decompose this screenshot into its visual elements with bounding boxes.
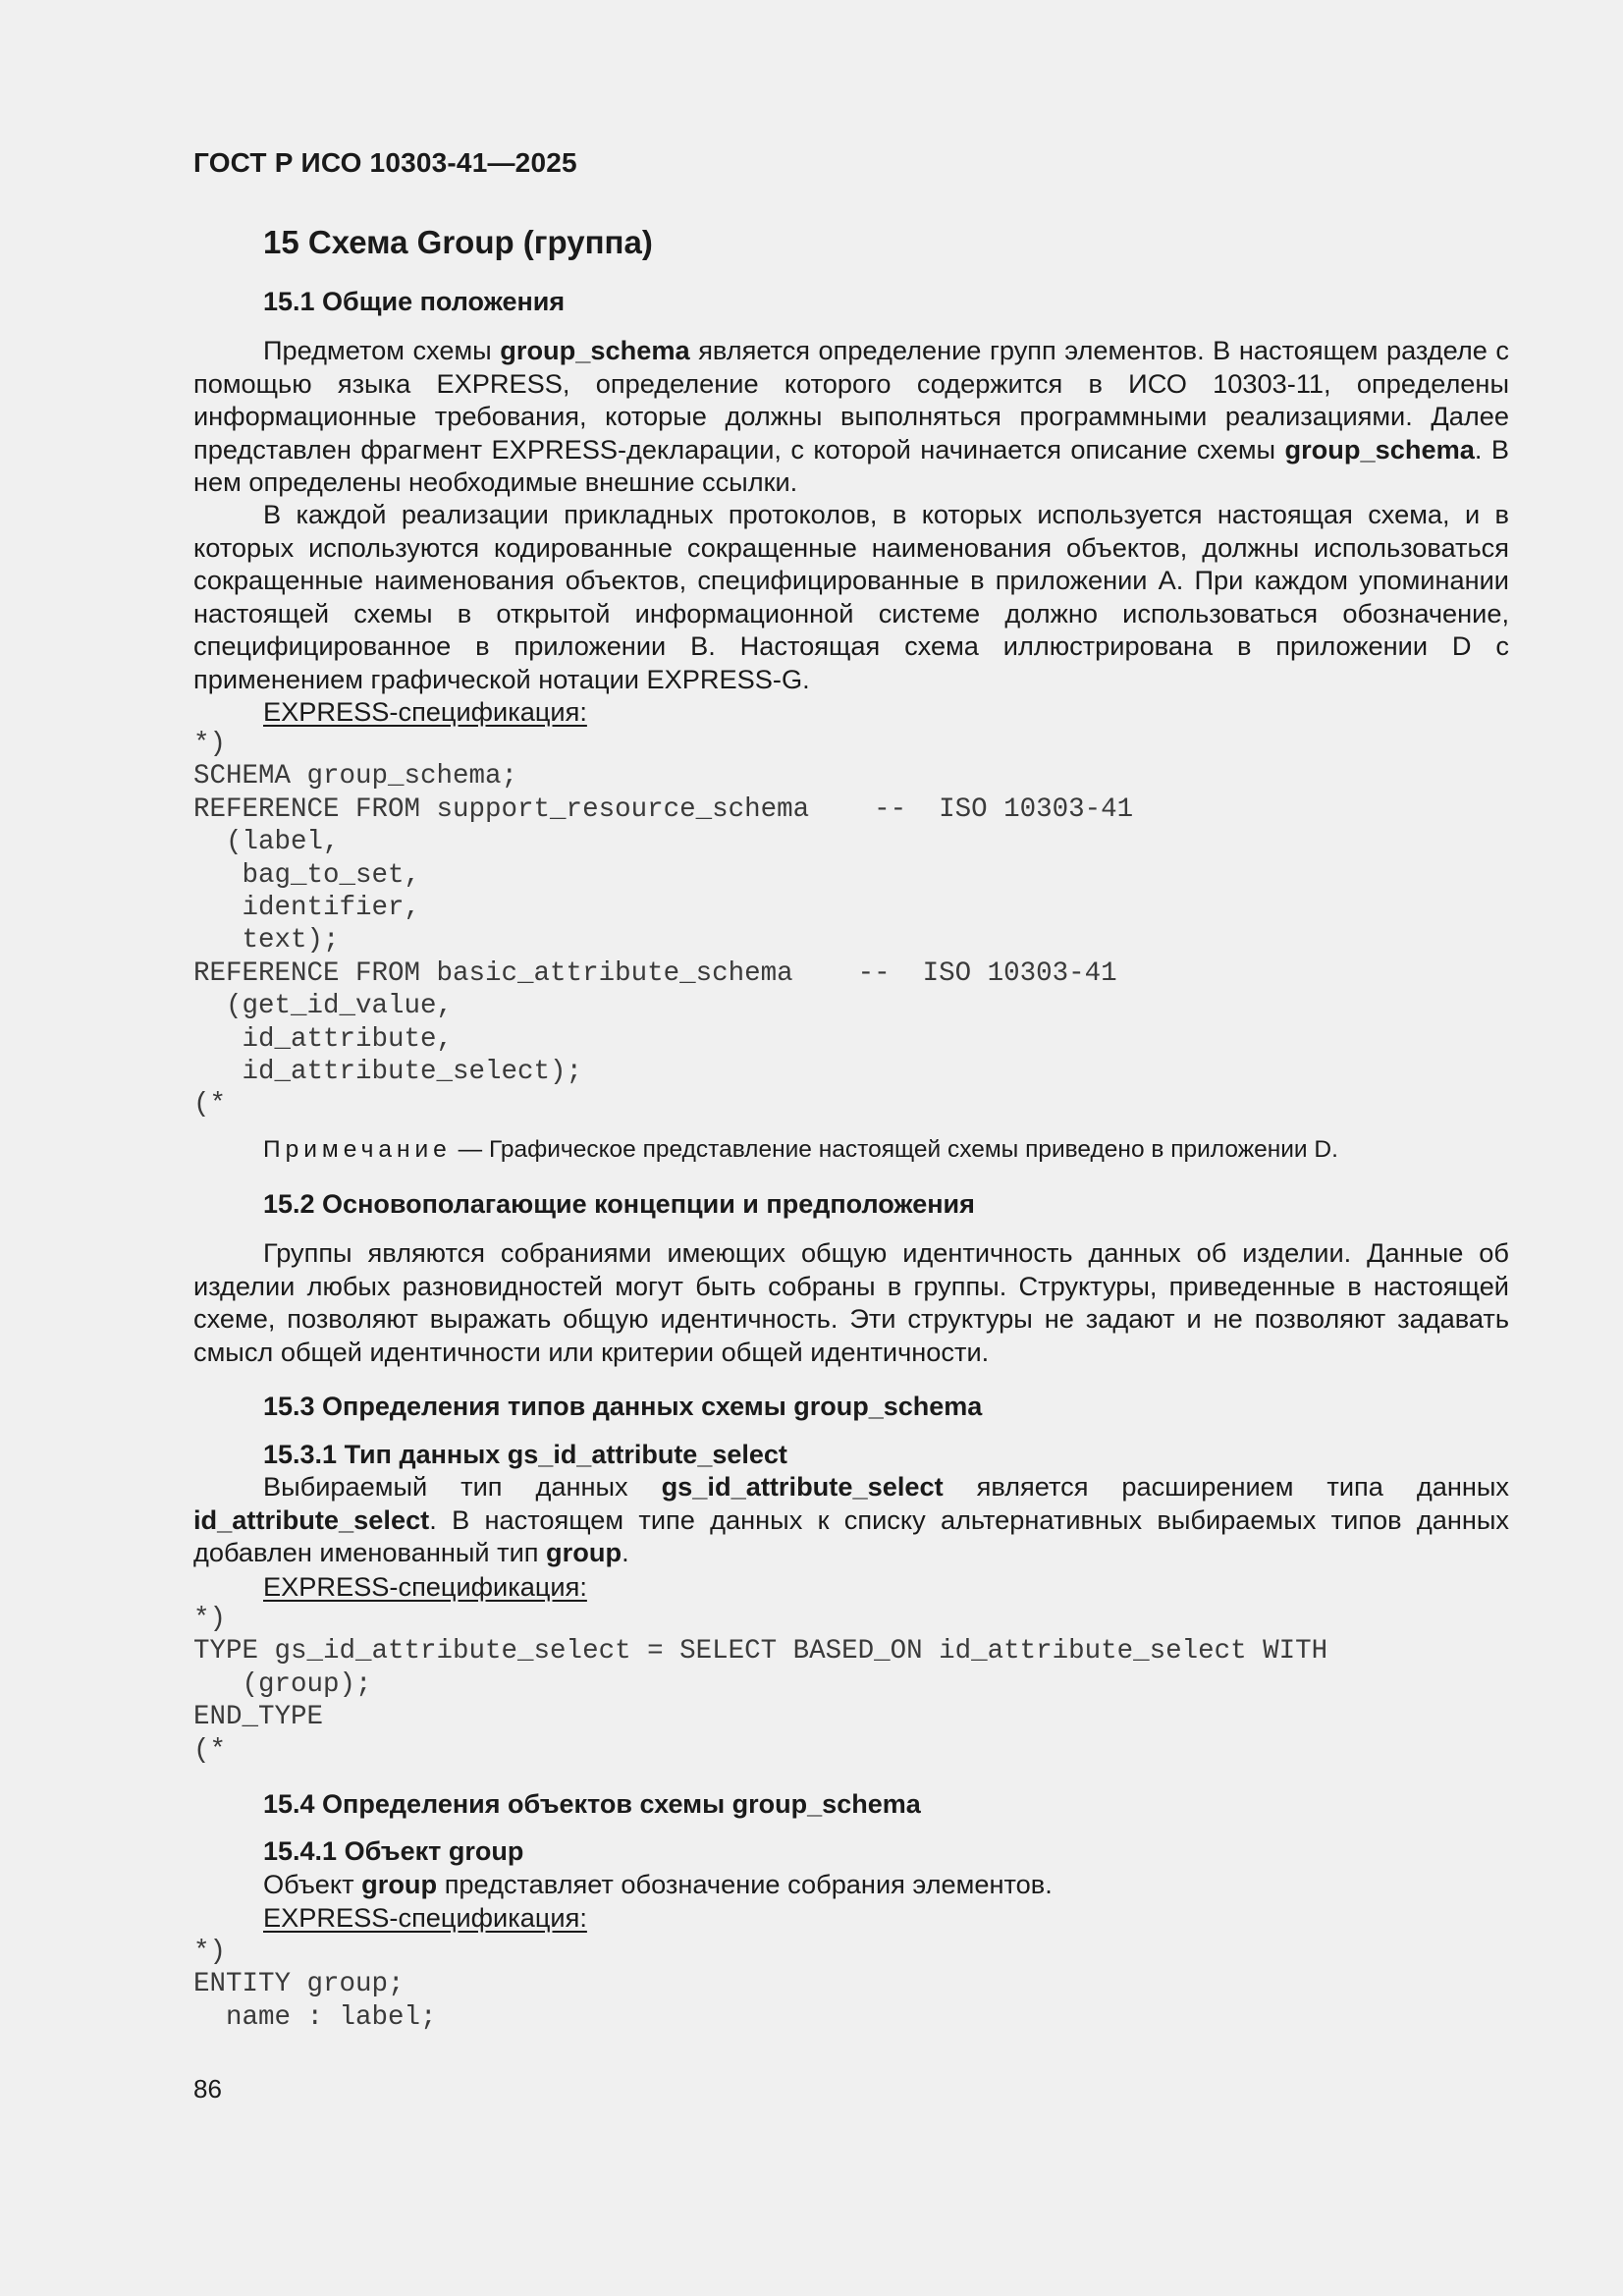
express-code-block-type: *) TYPE gs_id_attribute_select = SELECT BASED_ON id_attribute_select WITH (group); END_TYPE (* <box>193 1604 1328 1766</box>
paragraph-15-1-implementation: В каждой реализации прикладных протоколов, в которых используется настоящая схема, и в которых используются кодированные сокращенные наименования объектов, должны использоваться сокращенные наименования объектов, специфицированные в приложении А. При каждом упоминании настоящей схемы в открытой информационной системе должно использоваться обозначение, специфицированное в приложении В. Настоящая схема иллюстрирована в приложении D с применением графической нотации EXPRESS-G. <box>193 499 1509 694</box>
subsection-title-15-4: 15.4 Определения объектов схемы group_schema <box>263 1789 921 1819</box>
note-text: Графическое представление настоящей схемы приведено в приложении D. <box>488 1136 1338 1163</box>
note: Примечание — Графическое представление настоящей схемы приведено в приложении D. <box>263 1136 1338 1163</box>
term-group: group <box>546 1537 622 1567</box>
term-gs-id-attribute-select: gs_id_attribute_select <box>661 1471 944 1502</box>
term-group: group <box>361 1869 438 1899</box>
express-spec-label: EXPRESS-спецификация: <box>263 1571 587 1602</box>
subsection-title-15-2: 15.2 Основополагающие концепции и предположения <box>263 1189 975 1219</box>
express-spec-label: EXPRESS-спецификация: <box>263 696 587 727</box>
subsection-title-15-3: 15.3 Определения типов данных схемы group_schema <box>263 1392 983 1421</box>
document-header: ГОСТ Р ИСО 10303-41—2025 <box>193 147 577 178</box>
term-group-schema: group_schema <box>1284 433 1475 465</box>
subsection-title-15-4-1: 15.4.1 Объект group <box>263 1836 524 1866</box>
paragraph-15-3-1: Выбираемый тип данных gs_id_attribute_select является расширением типа данных id_attribute_select. В настоящем типе данных к списку альтернативных выбираемых типов данных добавлен именованный тип group. <box>193 1471 1509 1567</box>
note-label: Примечание <box>263 1136 452 1163</box>
paragraph-15-1-intro: Предметом схемы group_schema является определение групп элементов. В настоящем разделе с помощью языка EXPRESS, определение которого содержится в ИСО 10303-11, определены информационные требования, которые должны выполняться программными реализациями. Далее представлен фрагмент EXPRESS-декларации, с которой начинается описание схемы group_schema. В нем определены необходимые внешние ссылки. <box>193 335 1509 497</box>
section-title: 15 Схема Group (группа) <box>263 224 653 260</box>
express-code-block-entity: *) ENTITY group; name : label; <box>193 1937 437 2033</box>
paragraph-15-4-1: Объект group представляет обозначение собрания элементов. <box>263 1869 1053 1899</box>
subsection-title-15-3-1: 15.3.1 Тип данных gs_id_attribute_select <box>263 1440 787 1469</box>
express-spec-label: EXPRESS-спецификация: <box>263 1902 587 1933</box>
page-number: 86 <box>193 2074 222 2104</box>
term-id-attribute-select: id_attribute_select <box>193 1503 430 1535</box>
express-code-block-schema: *) SCHEMA group_schema; REFERENCE FROM support_resource_schema -- ISO 10303-41 (label, bag_to_set, identifier, text); REFERENCE FROM basic_attribute_schema -- ISO 10303-41 (get_id_value, id_attribute, id_attribute_select); (* <box>193 729 1134 1121</box>
term-group-schema: group_schema <box>500 335 690 365</box>
paragraph-15-2: Группы являются собраниями имеющих общую идентичность данных об изделии. Данные об изделии любых разновидностей могут быть собраны в группы. Структуры, приведенные в настоящей схеме, позволяют выражать общую идентичность. Эти структуры не задают и не позволяют задавать смысл общей идентичности или критерии общей идентичности. <box>193 1237 1509 1367</box>
subsection-title-15-1: 15.1 Общие положения <box>263 287 566 316</box>
